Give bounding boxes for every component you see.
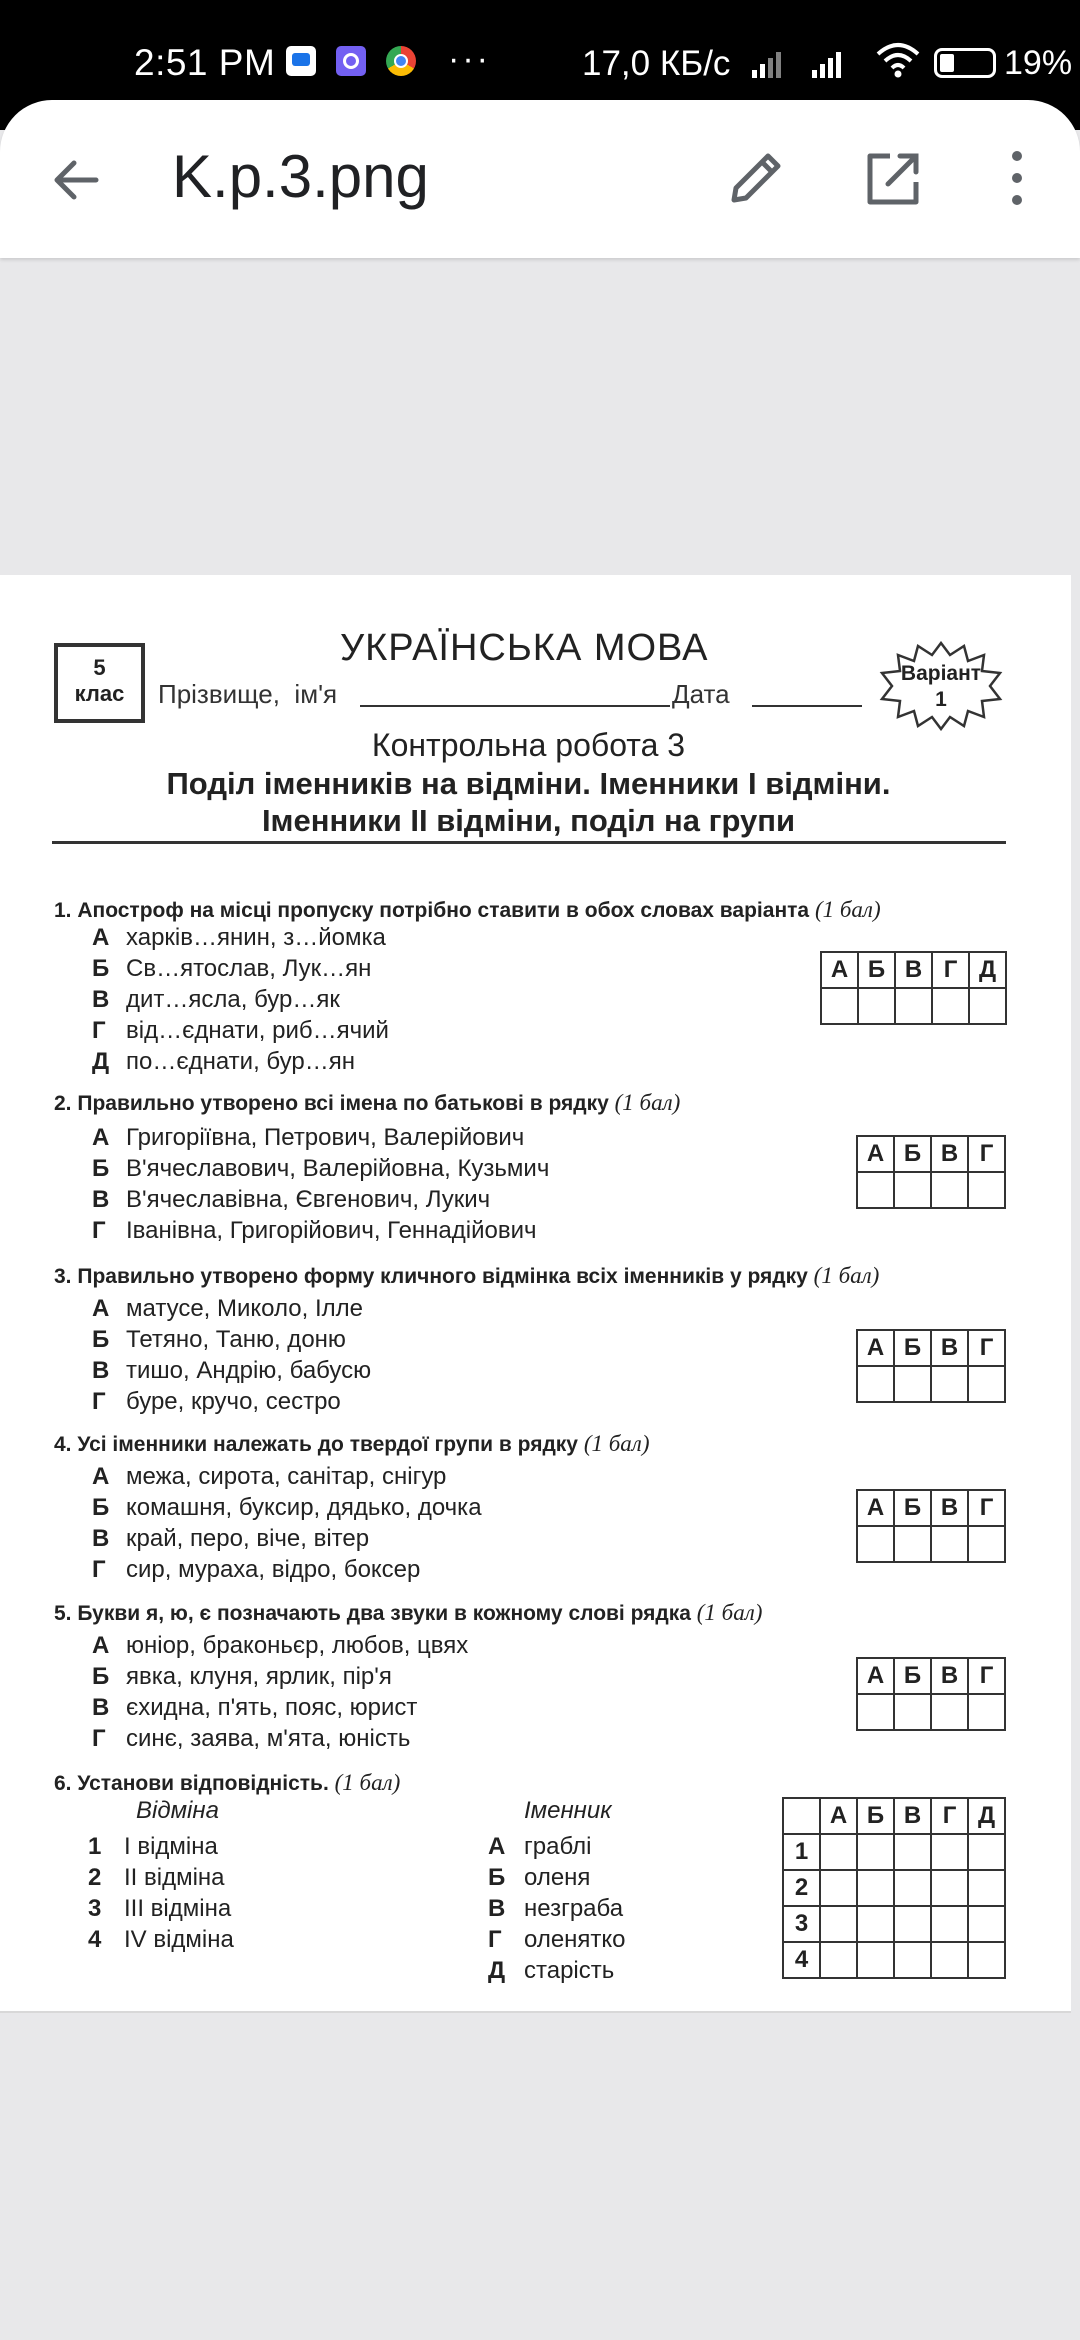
question-text: 4. Усі іменники належать до твердої групи в рядку <box>54 1433 578 1456</box>
question-points: (1 бал) <box>814 897 881 922</box>
answer-cell <box>894 1366 931 1402</box>
match-right-item <box>488 1956 614 1986</box>
answer-col-label: Д <box>969 952 1006 988</box>
grade-label: клас <box>74 681 125 706</box>
more-vert-icon[interactable] <box>1000 146 1034 210</box>
question-points: (1 бал) <box>696 1600 763 1625</box>
network-speed: 17,0 КБ/с <box>582 44 731 83</box>
match-left-item <box>88 1894 231 1924</box>
option <box>92 1154 549 1184</box>
match-text: I відміна <box>124 1833 218 1860</box>
match-text: II відміна <box>124 1864 225 1891</box>
option-text: харків…янин, з…йомка <box>126 924 386 951</box>
option-letter: В <box>92 1694 110 1721</box>
match-grid-row: 4 <box>783 1942 820 1978</box>
match-cell <box>857 1870 894 1906</box>
option-letter: Б <box>92 1494 110 1521</box>
option <box>92 1524 369 1554</box>
option <box>92 1185 490 1215</box>
option-letter: В <box>92 1357 110 1384</box>
match-text: оленя <box>524 1864 591 1891</box>
option-text: буре, кручо, сестро <box>126 1388 341 1415</box>
answer-col-label: В <box>931 1658 968 1694</box>
battery-percent: 19% <box>1004 44 1073 82</box>
option-text: Григоріївна, Петрович, Валерійович <box>126 1124 525 1151</box>
question-points: (1 бал) <box>334 1770 401 1795</box>
variant-label: Варіант <box>900 662 982 685</box>
match-grid <box>782 1797 1006 1979</box>
answer-col-label: В <box>895 952 932 988</box>
match-right-item <box>488 1832 591 1862</box>
match-num: 3 <box>88 1895 102 1922</box>
answer-cell <box>857 1172 894 1208</box>
answer-col-label: В <box>931 1490 968 1526</box>
option <box>92 1356 371 1386</box>
match-grid-col: А <box>820 1798 857 1834</box>
answer-col-label: А <box>857 1490 894 1526</box>
back-arrow-icon[interactable] <box>46 150 106 210</box>
option-letter: А <box>92 1295 110 1322</box>
answer-col-label: В <box>931 1330 968 1366</box>
answer-cell <box>894 1526 931 1562</box>
option-text: від…єднати, риб…ячий <box>126 1017 389 1044</box>
answer-cell <box>895 988 932 1024</box>
option <box>92 1325 346 1355</box>
answer-cell <box>894 1172 931 1208</box>
match-grid-col: В <box>894 1798 931 1834</box>
answer-col-label: Б <box>894 1136 931 1172</box>
match-cell <box>820 1834 857 1870</box>
option <box>92 985 340 1015</box>
right-column-header: Іменник <box>524 1797 612 1824</box>
answer-col-label: А <box>857 1136 894 1172</box>
option-text: єхидна, п'ять, пояс, юрист <box>126 1694 418 1721</box>
match-text: старість <box>524 1957 615 1984</box>
answer-col-label: Б <box>858 952 895 988</box>
question-points: (1 бал) <box>583 1431 650 1456</box>
match-cell <box>968 1870 1005 1906</box>
option-text: В'ячеславович, Валерійовна, Кузьмич <box>126 1155 550 1182</box>
battery-charging-icon <box>934 48 996 78</box>
answer-cell <box>968 1526 1005 1562</box>
match-right-item <box>488 1894 623 1924</box>
answer-cell <box>931 1172 968 1208</box>
match-cell <box>857 1942 894 1978</box>
variant-badge <box>878 641 1004 731</box>
option <box>92 1631 468 1661</box>
option-letter: А <box>92 924 110 951</box>
option-letter: Д <box>92 1048 110 1075</box>
match-left-item <box>88 1863 225 1893</box>
option <box>92 1387 341 1417</box>
option-text: дит…ясла, бур…як <box>126 986 340 1013</box>
match-grid-row: 2 <box>783 1870 820 1906</box>
answer-cell <box>894 1694 931 1730</box>
option <box>92 954 371 984</box>
answer-col-label: Б <box>894 1490 931 1526</box>
option <box>92 1555 420 1585</box>
answer-cell <box>968 1366 1005 1402</box>
answer-cell <box>857 1366 894 1402</box>
option-letter: Г <box>92 1388 106 1415</box>
question-text: 1. Апостроф на місці пропуску потрібно ставити в обох словах варіанта <box>54 899 810 922</box>
divider <box>52 841 1006 844</box>
match-cell <box>894 1834 931 1870</box>
match-grid-col: Г <box>931 1798 968 1834</box>
match-cell <box>931 1834 968 1870</box>
match-grid-row: 3 <box>783 1906 820 1942</box>
option-letter: В <box>92 1186 110 1213</box>
answer-grid-1 <box>820 951 1007 1025</box>
option <box>92 1724 410 1754</box>
question-points: (1 бал) <box>614 1090 681 1115</box>
answer-cell <box>857 1694 894 1730</box>
answer-col-label: А <box>821 952 858 988</box>
edit-pencil-icon[interactable] <box>724 146 788 210</box>
left-column-header: Відміна <box>136 1797 219 1824</box>
option <box>92 1462 446 1492</box>
signal-icon <box>812 48 848 78</box>
match-cell <box>931 1942 968 1978</box>
match-grid-col: Б <box>857 1798 894 1834</box>
option-letter: Г <box>92 1556 106 1583</box>
question-text: 3. Правильно утворено форму кличного відмінка всіх іменників у рядку <box>54 1265 808 1288</box>
option-text: межа, сирота, санітар, снігур <box>126 1463 447 1490</box>
option-letter: Б <box>92 1326 110 1353</box>
match-text: оленятко <box>524 1926 626 1953</box>
option-text: по…єднати, бур…ян <box>126 1048 355 1075</box>
option-letter: Г <box>92 1725 106 1752</box>
match-grid-corner <box>783 1798 820 1834</box>
document-image <box>0 575 1071 2013</box>
date-label: Дата <box>672 679 730 709</box>
option <box>92 923 386 953</box>
answer-cell <box>931 1366 968 1402</box>
answer-col-label: Г <box>968 1136 1005 1172</box>
option <box>92 1047 355 1077</box>
chrome-icon <box>386 46 416 76</box>
name-underline <box>360 705 670 707</box>
answer-cell <box>857 1526 894 1562</box>
question-5-head <box>54 1600 762 1626</box>
match-cell <box>857 1834 894 1870</box>
file-title: K.p.3.png <box>172 143 429 210</box>
option-letter: Г <box>92 1017 106 1044</box>
date-underline <box>752 705 862 707</box>
question-6-head <box>54 1770 400 1796</box>
option <box>92 1216 537 1246</box>
answer-col-label: Г <box>932 952 969 988</box>
option <box>92 1123 524 1153</box>
option-letter: Б <box>92 1155 110 1182</box>
answer-col-label: Г <box>968 1330 1005 1366</box>
question-4-head <box>54 1431 649 1457</box>
answer-grid-4 <box>856 1489 1006 1563</box>
name-label: Прізвище, ім'я <box>158 679 338 709</box>
question-3-head <box>54 1263 879 1289</box>
option <box>92 1662 392 1692</box>
option-letter: А <box>92 1632 110 1659</box>
match-cell <box>968 1906 1005 1942</box>
match-cell <box>820 1942 857 1978</box>
match-text: IV відміна <box>124 1926 234 1953</box>
match-right-item <box>488 1863 590 1893</box>
option-letter: Г <box>92 1217 106 1244</box>
match-letter: Г <box>488 1926 502 1953</box>
topic-title <box>0 765 1057 839</box>
match-cell <box>894 1942 931 1978</box>
match-num: 4 <box>88 1926 102 1953</box>
option <box>92 1016 389 1046</box>
match-letter: В <box>488 1895 506 1922</box>
match-cell <box>968 1942 1005 1978</box>
match-grid-col: Д <box>968 1798 1005 1834</box>
match-cell <box>931 1906 968 1942</box>
option-letter: Б <box>92 955 110 982</box>
signal-icon <box>752 48 788 78</box>
match-num: 1 <box>88 1833 102 1860</box>
app-bar <box>0 100 1080 258</box>
variant-number: 1 <box>935 688 947 711</box>
match-cell <box>857 1906 894 1942</box>
match-cell <box>894 1870 931 1906</box>
question-text: 5. Букви я, ю, є позначають два звуки в кожному слові рядка <box>54 1602 691 1625</box>
more-notifications-icon: ··· <box>448 40 491 78</box>
question-text: 2. Правильно утворено всі імена по батькові в рядку <box>54 1092 609 1115</box>
option-text: синє, заява, м'ята, юність <box>126 1725 411 1752</box>
topic-line: Поділ іменників на відміни. Іменники I відміни. <box>166 766 891 801</box>
option-text: сир, мураха, відро, боксер <box>126 1556 421 1583</box>
option-letter: Б <box>92 1663 110 1690</box>
answer-col-label: В <box>931 1136 968 1172</box>
test-title: Контрольна робота 3 <box>371 727 686 763</box>
match-text: незграба <box>524 1895 624 1922</box>
open-external-icon[interactable] <box>862 148 924 210</box>
option-letter: А <box>92 1124 110 1151</box>
option-letter: В <box>92 1525 110 1552</box>
answer-col-label: Б <box>894 1330 931 1366</box>
match-cell <box>820 1870 857 1906</box>
answer-cell <box>969 988 1006 1024</box>
option-letter: А <box>92 1463 110 1490</box>
match-cell <box>968 1834 1005 1870</box>
topic-line: Іменники II відміни, поділ на групи <box>261 803 796 838</box>
question-points: (1 бал) <box>813 1263 880 1288</box>
messages-icon <box>286 46 316 76</box>
answer-cell <box>968 1694 1005 1730</box>
match-cell <box>820 1906 857 1942</box>
match-grid-row: 1 <box>783 1834 820 1870</box>
answer-grid-3 <box>856 1329 1006 1403</box>
subject-title: УКРАЇНСЬКА МОВА <box>340 627 709 669</box>
option-text: юніор, браконьєр, любов, цвях <box>126 1632 469 1659</box>
match-cell <box>931 1870 968 1906</box>
option-text: Тетяно, Таню, доню <box>126 1326 346 1353</box>
status-time: 2:51 PM <box>134 42 276 83</box>
match-text: граблі <box>524 1833 592 1860</box>
answer-cell <box>932 988 969 1024</box>
answer-cell <box>821 988 858 1024</box>
option-text: явка, клуня, ярлик, пір'я <box>126 1663 392 1690</box>
match-left-item <box>88 1832 218 1862</box>
answer-col-label: Г <box>968 1658 1005 1694</box>
match-letter: Д <box>488 1957 506 1984</box>
answer-col-label: Б <box>894 1658 931 1694</box>
match-letter: А <box>488 1833 506 1860</box>
match-right-item <box>488 1925 626 1955</box>
answer-col-label: А <box>857 1658 894 1694</box>
match-left-item <box>88 1925 234 1955</box>
question-1-head <box>54 897 881 923</box>
answer-grid-5 <box>856 1657 1006 1731</box>
option <box>92 1294 363 1324</box>
match-cell <box>894 1906 931 1942</box>
answer-cell <box>931 1526 968 1562</box>
option-text: Св…ятослав, Лук…ян <box>126 955 372 982</box>
viber-icon <box>336 46 366 76</box>
match-text: III відміна <box>124 1895 232 1922</box>
answer-grid-2 <box>856 1135 1006 1209</box>
answer-cell <box>858 988 895 1024</box>
option <box>92 1693 417 1723</box>
option-text: В'ячеславівна, Євгенович, Лукич <box>126 1186 491 1213</box>
option-text: матусе, Миколо, Ілле <box>126 1295 363 1322</box>
answer-col-label: Г <box>968 1490 1005 1526</box>
answer-cell <box>931 1694 968 1730</box>
match-num: 2 <box>88 1864 102 1891</box>
option-text: комашня, буксир, дядько, дочка <box>126 1494 482 1521</box>
option-text: тишо, Андрію, бабусю <box>126 1357 372 1384</box>
question-text: 6. Установи відповідність. <box>54 1772 329 1795</box>
match-letter: Б <box>488 1864 506 1891</box>
grade-number: 5 <box>93 655 106 680</box>
grade-box <box>54 643 145 723</box>
option <box>92 1493 482 1523</box>
option-text: край, перо, віче, вітер <box>126 1525 370 1552</box>
answer-col-label: А <box>857 1330 894 1366</box>
question-2-head <box>54 1090 680 1116</box>
answer-cell <box>968 1172 1005 1208</box>
option-text: Іванівна, Григорійович, Геннадійович <box>126 1217 537 1244</box>
wifi-icon <box>876 40 920 80</box>
option-letter: В <box>92 986 110 1013</box>
